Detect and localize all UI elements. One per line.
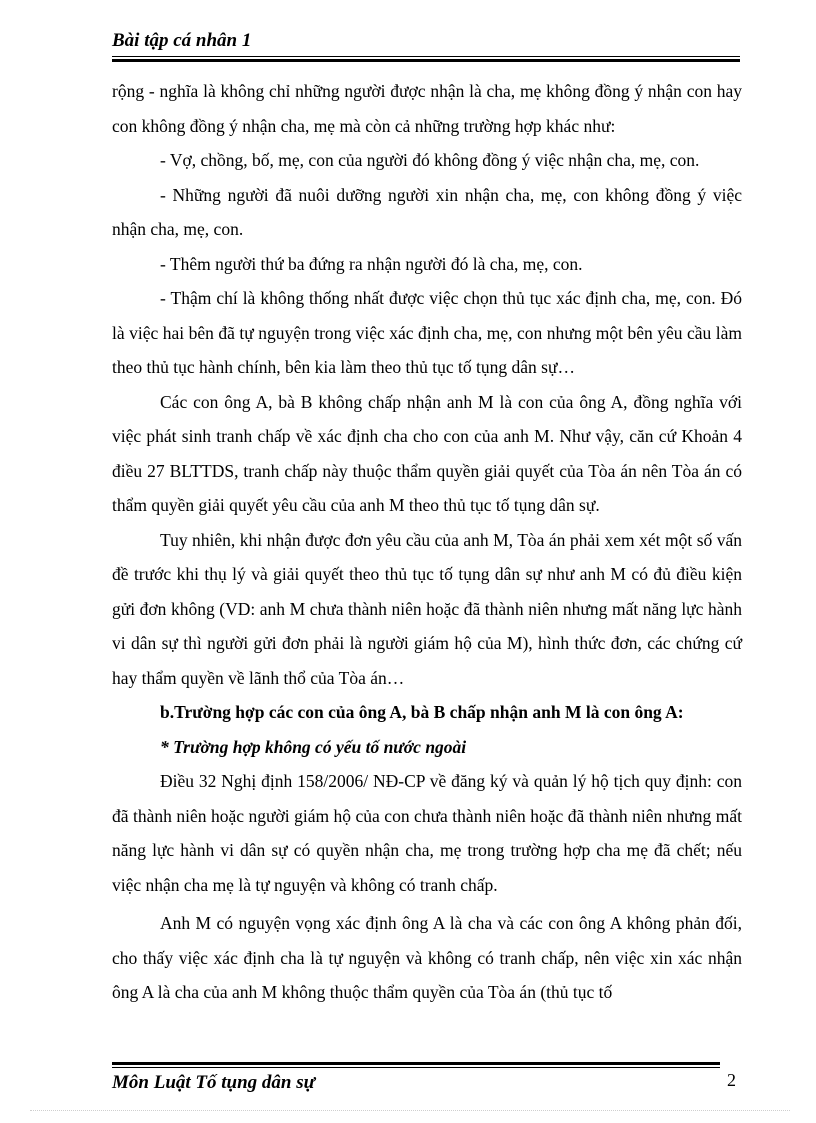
footer-rule-thin: [112, 1067, 720, 1068]
paragraph-voluntary-recognition: Anh M có nguyện vọng xác định ông A là cha và các con ông A không phản đối, cho thấy việc xác định cha là tự nguyện và không có tranh chấp, nên việc xin xác nhận ông A là cha của anh M không thuộc thẩm quyền của Tòa án (thủ tục tố: [112, 913, 742, 1002]
subsection-heading-no-foreign-element: * Trường hợp không có yếu tố nước ngoài: [160, 736, 467, 757]
list-item-third-party: - Thêm người thứ ba đứng ra nhận người đó là cha, mẹ, con.: [160, 253, 583, 274]
footer-rule-thick: [112, 1062, 720, 1065]
paragraph-continuation: rộng - nghĩa là không chỉ những người được nhận là cha, mẹ không đồng ý nhận con hay con không đồng ý nhận cha, mẹ mà còn cả những trường hợp khác như:: [112, 81, 742, 136]
section-heading-b: b.Trường hợp các con của ông A, bà B chấp nhận anh M là con ông A:: [160, 702, 684, 722]
list-item-procedure-disagreement: - Thậm chí là không thống nhất được việc chọn thủ tục xác định cha, mẹ, con. Đó là việc hai bên đã tự nguyện trong việc xác định cha, mẹ, con nhưng một bên yêu cầu làm theo thủ tục hành chính, bên kia làm theo thủ tục tố tụng dân sự…: [112, 288, 742, 377]
footer-course-name: Môn Luật Tố tụng dân sự: [112, 1072, 316, 1093]
paragraph-dispute-jurisdiction: Các con ông A, bà B không chấp nhận anh M là con của ông A, đồng nghĩa với việc phát sinh tranh chấp về xác định cha cho con của anh M. Như vậy, căn cứ Khoản 4 điều 27 BLTTDS, tranh chấp này thuộc thẩm quyền giải quyết của Tòa án nên Tòa án có thẩm quyền giải quyết yêu cầu của anh M theo thủ tục tố tụng dân sự.: [112, 391, 742, 515]
page-bottom-divider: [30, 1110, 790, 1111]
list-item-spouse-parents-children: - Vợ, chồng, bố, mẹ, con của người đó không đồng ý việc nhận cha, mẹ, con.: [160, 150, 700, 170]
document-body: [112, 74, 742, 1010]
header-rule-thin: [112, 56, 740, 57]
header-rule-thick: [112, 59, 740, 62]
paragraph-court-review: Tuy nhiên, khi nhận được đơn yêu cầu của anh M, Tòa án phải xem xét một số vấn đề trước khi thụ lý và giải quyết theo thủ tục tố tụng dân sự như anh M có đủ điều kiện gửi đơn không (VD: anh M chưa thành niên hoặc đã thành niên nhưng mất năng lực hành vi dân sự thì người gửi đơn phải là người giám hộ của M), hình thức đơn, các chứng cứ hay thẩm quyền về lãnh thổ của Tòa án…: [112, 529, 742, 688]
list-item-foster-caregivers: - Những người đã nuôi dưỡng người xin nhận cha, mẹ, con không đồng ý việc nhận cha, mẹ, con.: [112, 184, 742, 239]
header-title: Bài tập cá nhân 1: [112, 30, 252, 51]
page-number: 2: [727, 1070, 736, 1090]
paragraph-decree-158: Điều 32 Nghị định 158/2006/ NĐ-CP về đăng ký và quản lý hộ tịch quy định: con đã thành niên hoặc người giám hộ của con chưa thành niên hoặc đã thành niên nhưng mất năng lực hành vi dân sự có quyền nhận cha, mẹ trong trường hợp cha mẹ đã chết; nếu việc nhận cha mẹ là tự nguyện và không có tranh chấp.: [112, 771, 742, 895]
